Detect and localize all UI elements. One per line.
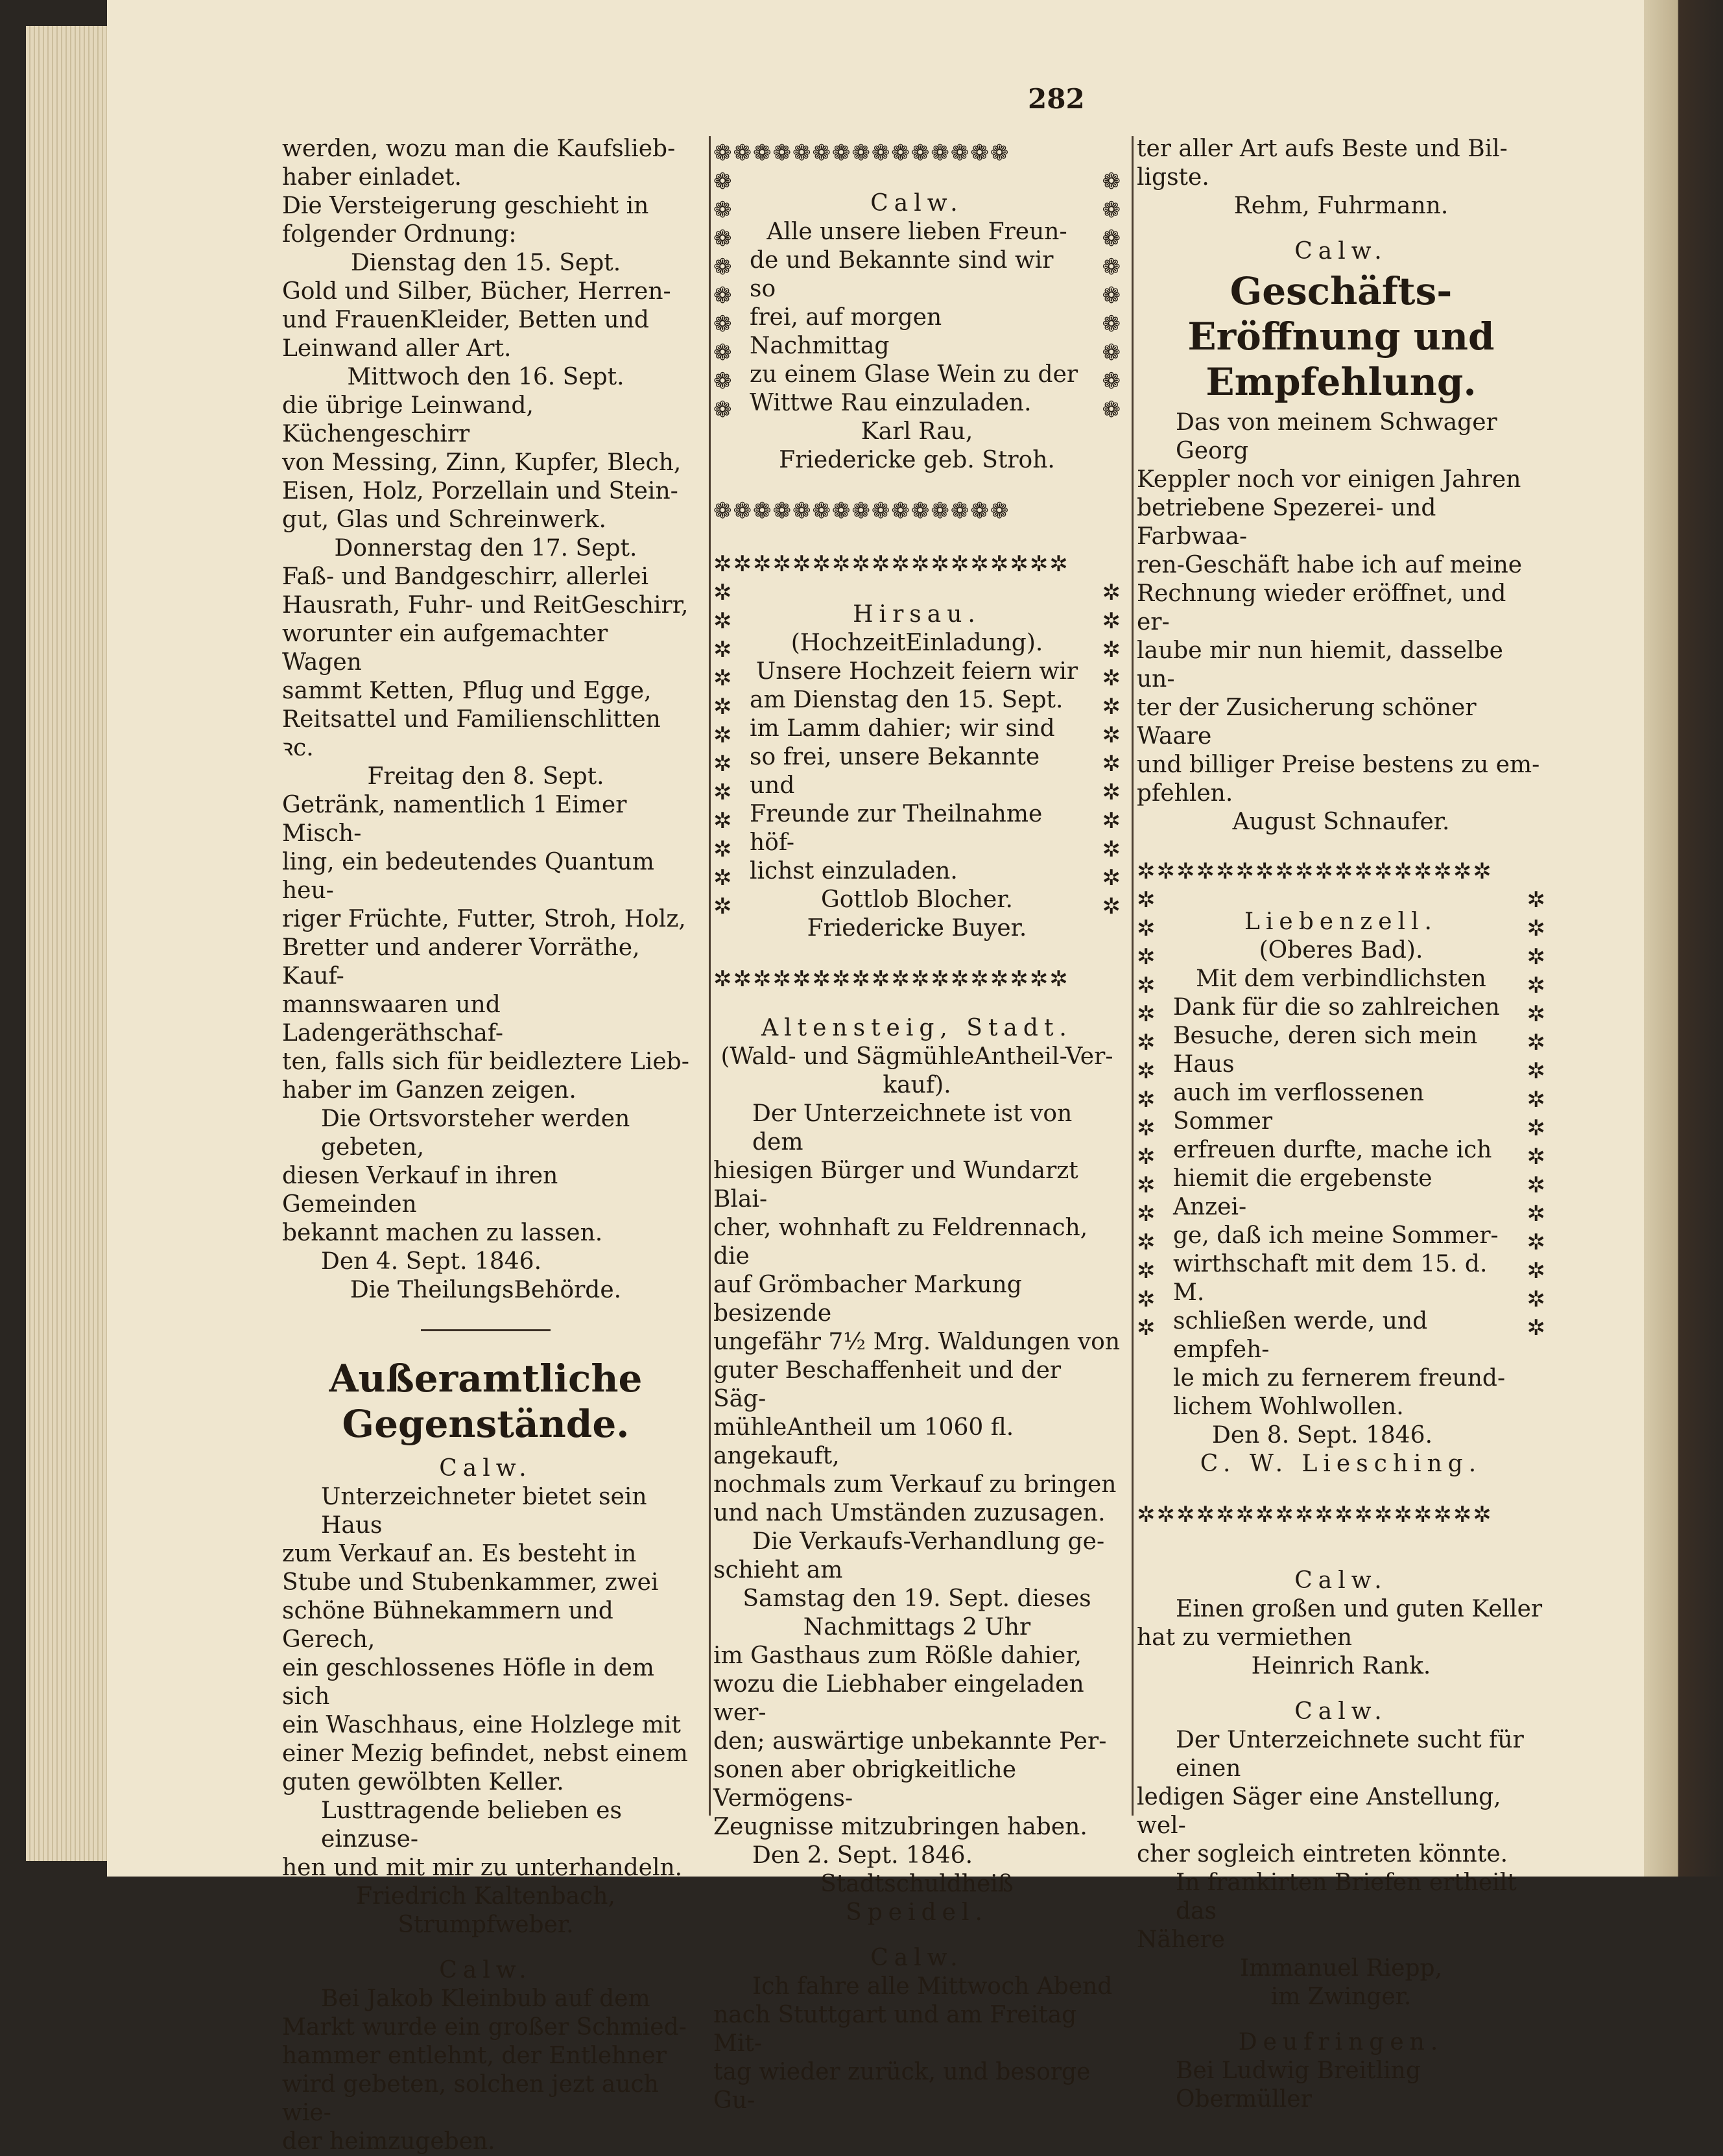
- text-line: zum Verkauf an. Es besteht in: [282, 1541, 637, 1567]
- date-line: Den 8. Sept. 1846.: [1212, 1422, 1433, 1449]
- text-line: auf Grömbacher Markung besizende: [713, 1272, 1022, 1327]
- text-line: Faß- und Bandgeschirr, allerlei: [282, 563, 649, 590]
- text-line: cher, wohnhaft zu Feldrennach, die: [713, 1214, 1088, 1270]
- date-line: Den 4. Sept. 1846.: [321, 1248, 542, 1275]
- text-line: Bei Ludwig Breitling Obermüller: [1176, 2057, 1421, 2113]
- signature: Rehm, Fuhrmann.: [1233, 193, 1449, 219]
- text-line: mannswaaren und Ladengeräthschaf-: [282, 991, 504, 1047]
- text-line: bekannt machen zu lassen.: [282, 1220, 603, 1246]
- text-line: Die Ortsvorsteher werden gebeten,: [321, 1106, 630, 1161]
- section-heading: Außeramtliche Gegenstände.: [329, 1356, 643, 1446]
- text-line: der heimzugeben.: [282, 2128, 495, 2155]
- text-line: frei, auf morgen Nachmittag: [750, 304, 942, 359]
- text-line: Stube und Stubenkammer, zwei: [282, 1569, 659, 1596]
- text-line: hiesigen Bürger und Wundarzt Blai-: [713, 1157, 1078, 1213]
- text-line: Freunde zur Theilnahme höf-: [750, 801, 1043, 856]
- column-rule-2: [1132, 136, 1134, 1816]
- text-line: worunter ein aufgemachter Wagen: [282, 621, 608, 676]
- text-line: so frei, unsere Bekannte und: [750, 744, 1040, 799]
- date-line: Donnerstag den 17. Sept.: [334, 535, 637, 562]
- signature: August Schnaufer.: [1232, 809, 1450, 835]
- text-line: ein Waschhaus, eine Holzlege mit: [282, 1712, 681, 1738]
- text-line: und FrauenKleider, Betten und: [282, 307, 649, 333]
- text-line: den; auswärtige unbekannte Per-: [713, 1728, 1107, 1755]
- text-line: gut, Glas und Schreinwerk.: [282, 506, 606, 533]
- signature: Friedericke Buyer.: [807, 915, 1027, 942]
- star-border-bottom: ✲✲✲✲✲✲✲✲✲✲✲✲✲✲✲✲✲✲: [1137, 1502, 1493, 1528]
- text-line: Alle unsere lieben Freun-: [766, 219, 1067, 245]
- text-line: Hausrath, Fuhr- und ReitGeschirr,: [282, 592, 689, 619]
- text-line: laube mir nun hiemit, dasselbe un-: [1137, 637, 1503, 693]
- signature: Speidel.: [846, 1899, 988, 1926]
- text-line: die übrige Leinwand, Küchengeschirr: [282, 392, 534, 447]
- text-line: wozu die Liebhaber eingeladen wer-: [713, 1671, 1084, 1726]
- signature: Friedrich Kaltenbach,: [356, 1883, 615, 1910]
- text-line: Zeugnisse mitzubringen haben.: [713, 1814, 1087, 1840]
- text-line: Wittwe Rau einzuladen.: [750, 390, 1032, 416]
- text-line: ledigen Säger eine Anstellung, wel-: [1137, 1784, 1501, 1839]
- book-page-stack-right: [1641, 0, 1723, 1877]
- text-line: wird gebeten, solchen jezt auch wie-: [282, 2071, 659, 2126]
- text-line: hat zu vermiethen: [1137, 1624, 1353, 1651]
- star-frame: [713, 550, 1121, 993]
- text-line: (Wald- und SägmühleAntheil-Ver-: [720, 1043, 1113, 1070]
- text-line: zu einem Glase Wein zu der: [750, 361, 1078, 388]
- column-1: [282, 135, 689, 2156]
- date-line: Dienstag den 15. Sept.: [350, 250, 621, 276]
- text-line: guten gewölbten Keller.: [282, 1769, 564, 1795]
- text-line: Dank für die so zahlreichen: [1173, 994, 1500, 1021]
- date-line: Samstag den 19. Sept. dieses: [743, 1585, 1091, 1612]
- text-line: Bei Jakob Kleinbub auf dem: [321, 1985, 650, 2012]
- text-line: In frankirten Briefen ertheilt das: [1176, 1869, 1517, 1925]
- text-line: nach Stuttgart und am Freitag Mit-: [713, 2002, 1077, 2057]
- ad-place: Liebenzell.: [1244, 908, 1438, 935]
- text-line: cher sogleich eintreten könnte.: [1137, 1841, 1508, 1867]
- star-border-top: ✲✲✲✲✲✲✲✲✲✲✲✲✲✲✲✲✲✲: [1137, 859, 1493, 884]
- text-line: Die Versteigerung geschieht in: [282, 193, 649, 219]
- text-line: lichem Wohlwollen.: [1173, 1393, 1404, 1420]
- signature: Stadtschuldheiß: [820, 1871, 1014, 1897]
- page-number: 282: [1028, 83, 1085, 115]
- text-line: Ich fahre alle Mittwoch Abend: [752, 1973, 1113, 2000]
- text-line: Getränk, namentlich 1 Eimer Misch-: [282, 792, 627, 847]
- signature: im Zwinger.: [1270, 1984, 1412, 2010]
- signature: Heinrich Rank.: [1251, 1653, 1431, 1679]
- text-line: im Lamm dahier; wir sind: [750, 715, 1055, 742]
- text-line: lichst einzuladen.: [750, 858, 958, 884]
- ad-place: Calw.: [439, 1957, 532, 1984]
- ad-place: Hirsau.: [853, 601, 981, 628]
- ad-headline: Geschäfts-Eröffnung und: [1187, 269, 1495, 359]
- text-line: tag wieder zurück, und besorge Gu-: [713, 2059, 1091, 2114]
- text-line: ungefähr 7½ Mrg. Waldungen von: [713, 1329, 1121, 1355]
- date-line: Nachmittags 2 Uhr: [803, 1614, 1031, 1641]
- date-line: Den 2. Sept. 1846.: [752, 1842, 973, 1869]
- text-line: Reitsattel und Familienschlitten ꝛc.: [282, 706, 661, 761]
- text-line: Der Unterzeichnete sucht für einen: [1176, 1727, 1524, 1782]
- ad-place: Calw.: [1294, 1698, 1388, 1725]
- star-border-top: ✲✲✲✲✲✲✲✲✲✲✲✲✲✲✲✲✲✲: [713, 551, 1069, 577]
- text-line: ein geschlossenes Höfle in dem sich: [282, 1655, 654, 1710]
- newspaper-page: [107, 0, 1644, 2155]
- text-line: hen und mit mir zu unterhandeln.: [282, 1854, 683, 1881]
- text-line: betriebene Spezerei- und Farbwaa-: [1137, 495, 1436, 550]
- text-line: riger Früchte, Futter, Stroh, Holz,: [282, 906, 686, 932]
- star-frame: [1137, 857, 1545, 1529]
- star-border-right: ✲ ✲ ✲ ✲ ✲ ✲ ✲ ✲ ✲ ✲ ✲ ✲: [1102, 580, 1121, 919]
- text-line: ren-Geschäft habe ich auf meine: [1137, 552, 1523, 578]
- text-line: haber einladet.: [282, 164, 462, 191]
- text-line: hammer entlehnt, der Entlehner: [282, 2043, 667, 2069]
- text-line: de und Bekannte sind wir so: [750, 247, 1054, 302]
- star-border-left: ✲ ✲ ✲ ✲ ✲ ✲ ✲ ✲ ✲ ✲ ✲ ✲: [713, 580, 732, 919]
- text-line: schließen werde, und empfeh-: [1173, 1308, 1428, 1363]
- ad-place: Altensteig, Stadt.: [761, 1015, 1073, 1041]
- text-line: (HochzeitEinladung).: [790, 630, 1043, 656]
- text-line: pfehlen.: [1137, 780, 1233, 807]
- column-2: [713, 135, 1121, 2115]
- ad-place: Calw.: [870, 190, 964, 217]
- text-line: Mit dem verbindlichsten: [1196, 965, 1486, 992]
- text-line: ligste.: [1137, 164, 1209, 191]
- text-line: schieht am: [713, 1557, 843, 1583]
- text-line: Das von meinem Schwager Georg: [1176, 409, 1497, 464]
- column-rule-1: [709, 136, 711, 1816]
- star-border-right: ✲ ✲ ✲ ✲ ✲ ✲ ✲ ✲ ✲ ✲ ✲ ✲ ✲ ✲ ✲ ✲: [1527, 887, 1545, 1341]
- text-line: folgender Ordnung:: [282, 221, 517, 248]
- signature: Strumpfweber.: [398, 1912, 574, 1938]
- ad-place: Deufringen.: [1238, 2029, 1444, 2055]
- signature: Friedericke geb. Stroh.: [779, 447, 1055, 473]
- text-line: nochmals zum Verkauf zu bringen: [713, 1471, 1117, 1498]
- signature: C. W. Liesching.: [1200, 1451, 1482, 1477]
- text-line: Lusttragende belieben es einzuse-: [321, 1797, 622, 1853]
- star-border-bottom: ✲✲✲✲✲✲✲✲✲✲✲✲✲✲✲✲✲✲: [713, 966, 1069, 992]
- column-3: [1137, 135, 1545, 2114]
- text-line: Besuche, deren sich mein Haus: [1173, 1023, 1478, 1078]
- text-line: Unsere Hochzeit feiern wir: [755, 658, 1078, 685]
- text-line: le mich zu fernerem freund-: [1173, 1365, 1506, 1392]
- text-line: und billiger Preise bestens zu em-: [1137, 752, 1540, 778]
- signature: Immanuel Riepp,: [1239, 1955, 1443, 1982]
- text-line: guter Beschaffenheit und der Säg-: [713, 1357, 1062, 1412]
- text-line: ge, daß ich meine Sommer-: [1173, 1222, 1499, 1249]
- rosette-border-right: ❁ ❁ ❁ ❁ ❁ ❁ ❁ ❁ ❁: [1102, 169, 1121, 423]
- text-line: Rechnung wieder eröffnet, und er-: [1137, 580, 1506, 635]
- separator-rule: [421, 1329, 551, 1331]
- date-line: Freitag den 8. Sept.: [367, 763, 604, 790]
- text-line: Nähere: [1137, 1926, 1225, 1953]
- ad-place: Calw.: [870, 1945, 964, 1971]
- text-line: Unterzeichneter bietet sein Haus: [321, 1484, 647, 1539]
- text-line: wirthschaft mit dem 15. d. M.: [1173, 1251, 1488, 1306]
- text-line: Leinwand aller Art.: [282, 335, 512, 362]
- text-line: schöne Bühnekammern und Gerech,: [282, 1598, 613, 1653]
- text-line: hiemit die ergebenste Anzei-: [1173, 1165, 1432, 1220]
- text-line: Gold und Silber, Bücher, Herren-: [282, 278, 671, 305]
- text-line: im Gasthaus zum Rößle dahier,: [713, 1642, 1082, 1669]
- text-line: ten, falls sich für beidleztere Lieb-: [282, 1048, 689, 1075]
- text-line: haber im Ganzen zeigen.: [282, 1077, 576, 1104]
- text-line: kauf).: [883, 1072, 951, 1098]
- text-line: erfreuen durfte, mache ich: [1173, 1137, 1492, 1163]
- text-line: Der Unterzeichnete ist von dem: [752, 1100, 1073, 1155]
- text-line: sonen aber obrigkeitliche Vermögens-: [713, 1757, 1016, 1812]
- text-line: diesen Verkauf in ihren Gemeinden: [282, 1163, 558, 1218]
- text-line: Keppler noch vor einigen Jahren: [1137, 466, 1521, 493]
- text-line: Markt wurde ein großer Schmied-: [282, 2014, 687, 2041]
- date-line: Mittwoch den 16. Sept.: [347, 364, 624, 390]
- rosette-frame: [713, 139, 1121, 525]
- text-line: Die Verkaufs-Verhandlung ge-: [752, 1528, 1105, 1555]
- ad-headline: Empfehlung.: [1206, 360, 1477, 404]
- text-line: ter der Zusicherung schöner Waare: [1137, 694, 1477, 750]
- ad-place: Calw.: [439, 1455, 532, 1482]
- text-line: mühleAntheil um 1060 fl. angekauft,: [713, 1414, 1014, 1469]
- text-line: und nach Umständen zuzusagen.: [713, 1500, 1106, 1526]
- text-line: (Oberes Bad).: [1259, 937, 1423, 964]
- star-border-left: ✲ ✲ ✲ ✲ ✲ ✲ ✲ ✲ ✲ ✲ ✲ ✲ ✲ ✲ ✲ ✲: [1137, 887, 1156, 1341]
- text-line: einer Mezig befindet, nebst einem: [282, 1740, 688, 1767]
- text-line: auch im verflossenen Sommer: [1173, 1080, 1424, 1135]
- ad-place: Calw.: [1294, 1567, 1388, 1594]
- signature: Karl Rau,: [861, 418, 973, 445]
- text-line: von Messing, Zinn, Kupfer, Blech,: [282, 449, 682, 476]
- text-line: sammt Ketten, Pflug und Egge,: [282, 678, 652, 704]
- rosette-border-left: ❁ ❁ ❁ ❁ ❁ ❁ ❁ ❁ ❁: [713, 169, 732, 423]
- ad-place: Calw.: [1294, 238, 1388, 265]
- rosette-border-bottom: ❁❁❁❁❁❁❁❁❁❁❁❁❁❁❁: [713, 498, 1010, 524]
- text-line: ter aller Art aufs Beste und Bil-: [1137, 136, 1508, 162]
- signature: Die TheilungsBehörde.: [350, 1277, 622, 1303]
- text-line: am Dienstag den 15. Sept.: [750, 687, 1064, 713]
- rosette-border-top: ❁❁❁❁❁❁❁❁❁❁❁❁❁❁❁: [713, 140, 1010, 166]
- text-line: ling, ein bedeutendes Quantum heu-: [282, 849, 654, 904]
- signature: Gottlob Blocher.: [820, 886, 1014, 913]
- text-line: Eisen, Holz, Porzellain und Stein-: [282, 478, 678, 504]
- book-page-stack-left: [26, 26, 110, 1861]
- text-line: Einen großen und guten Keller: [1176, 1596, 1543, 1622]
- text-line: Bretter und anderer Vorräthe, Kauf-: [282, 934, 640, 989]
- text-line: werden, wozu man die Kaufslieb-: [282, 136, 676, 162]
